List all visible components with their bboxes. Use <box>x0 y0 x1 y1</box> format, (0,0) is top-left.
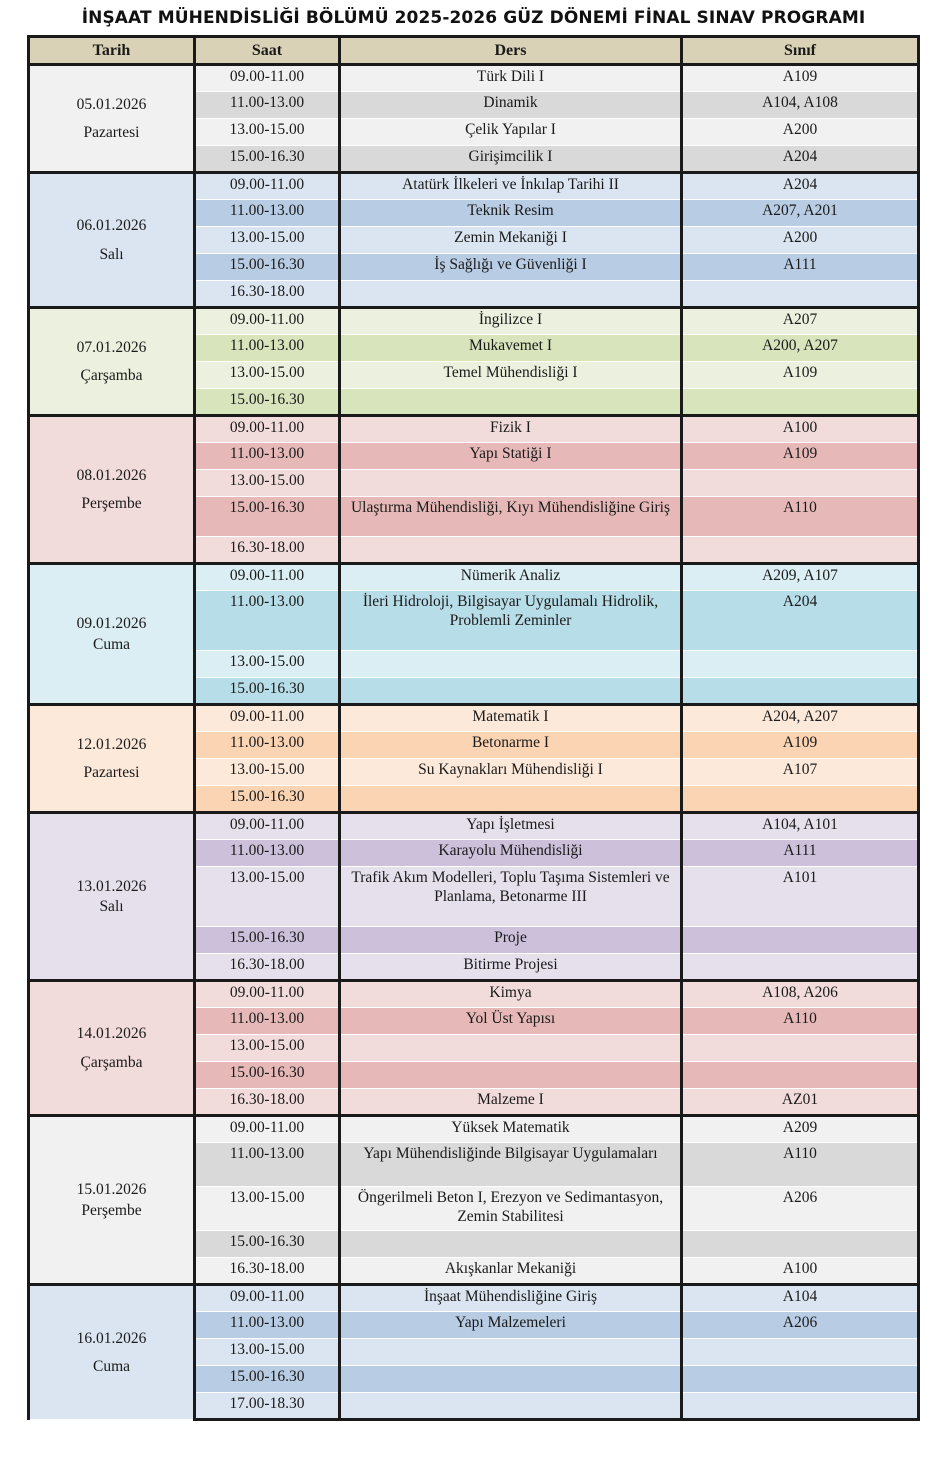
time-cell: 15.00-16.30 <box>195 786 340 813</box>
time-cell: 09.00-11.00 <box>195 1285 340 1312</box>
room-cell: A206 <box>682 1312 919 1339</box>
course-cell <box>340 389 682 416</box>
room-cell: A109 <box>682 732 919 759</box>
room-cell: A200 <box>682 119 919 146</box>
date-cell <box>29 813 195 981</box>
room-cell <box>682 927 919 954</box>
time-cell: 13.00-15.00 <box>195 759 340 786</box>
course-cell: İnşaat Mühendisliğine Giriş <box>340 1285 682 1312</box>
table-row <box>29 65 919 92</box>
table-row <box>29 416 919 443</box>
time-cell: 13.00-15.00 <box>195 867 340 927</box>
room-cell: A104, A101 <box>682 813 919 840</box>
header-date: Tarih <box>29 37 195 65</box>
table-row <box>29 1116 919 1143</box>
time-cell: 11.00-13.00 <box>195 1312 340 1339</box>
time-cell: 09.00-11.00 <box>195 65 340 92</box>
course-cell: İş Sağlığı ve Güvenliği I <box>340 254 682 281</box>
exam-day: Cuma <box>92 1358 131 1375</box>
time-cell: 11.00-13.00 <box>195 1008 340 1035</box>
table-row <box>29 705 919 732</box>
exam-day: Perşembe <box>81 495 142 512</box>
room-cell: A209 <box>682 1116 919 1143</box>
time-cell: 13.00-15.00 <box>195 470 340 497</box>
date-cell <box>29 416 195 564</box>
header-time: Saat <box>195 37 340 65</box>
room-cell <box>682 281 919 308</box>
room-cell <box>682 537 919 564</box>
room-cell: A204 <box>682 591 919 651</box>
exam-date: 14.01.2026 <box>76 1025 147 1043</box>
course-cell: İngilizce I <box>340 308 682 335</box>
exam-day: Cuma <box>92 635 131 653</box>
time-cell: 16.30-18.00 <box>195 281 340 308</box>
time-cell: 16.30-18.00 <box>195 1258 340 1285</box>
time-cell: 15.00-16.30 <box>195 927 340 954</box>
exam-day: Çarşamba <box>80 367 143 384</box>
table-row <box>29 308 919 335</box>
time-cell: 15.00-16.30 <box>195 1231 340 1258</box>
room-cell: A109 <box>682 65 919 92</box>
course-cell: Yüksek Matematik <box>340 1116 682 1143</box>
table-row <box>29 1285 919 1312</box>
room-cell <box>682 470 919 497</box>
exam-date: 06.01.2026 <box>76 217 147 235</box>
time-cell: 15.00-16.30 <box>195 678 340 705</box>
exam-schedule-table <box>27 35 920 1421</box>
course-cell: Bitirme Projesi <box>340 954 682 981</box>
course-cell: Girişimcilik I <box>340 146 682 173</box>
course-cell: Yapı Malzemeleri <box>340 1312 682 1339</box>
course-cell: Fizik I <box>340 416 682 443</box>
exam-date: 16.01.2026 <box>76 1329 147 1347</box>
time-cell: 13.00-15.00 <box>195 1187 340 1231</box>
room-cell: A104 <box>682 1285 919 1312</box>
table-row <box>29 173 919 200</box>
time-cell: 11.00-13.00 <box>195 591 340 651</box>
time-cell: 11.00-13.00 <box>195 840 340 867</box>
room-cell: A111 <box>682 840 919 867</box>
time-cell: 16.30-18.00 <box>195 537 340 564</box>
time-cell: 15.00-16.30 <box>195 1366 340 1393</box>
course-cell: Türk Dili I <box>340 65 682 92</box>
course-cell <box>340 1231 682 1258</box>
exam-day: Pazartesi <box>83 764 140 781</box>
course-cell: Matematik I <box>340 705 682 732</box>
exam-date: 05.01.2026 <box>76 95 147 113</box>
schedule-body <box>29 65 919 1420</box>
course-cell: Karayolu Mühendisliği <box>340 840 682 867</box>
course-cell: Zemin Mekaniği I <box>340 227 682 254</box>
time-cell: 09.00-11.00 <box>195 1116 340 1143</box>
course-cell: Çelik Yapılar I <box>340 119 682 146</box>
course-cell: Nümerik Analiz <box>340 564 682 591</box>
course-cell <box>340 1393 682 1420</box>
time-cell: 11.00-13.00 <box>195 732 340 759</box>
time-cell: 15.00-16.30 <box>195 497 340 537</box>
room-cell <box>682 678 919 705</box>
date-cell <box>29 65 195 173</box>
room-cell <box>682 1062 919 1089</box>
room-cell: A204 <box>682 173 919 200</box>
course-cell: Ulaştırma Mühendisliği, Kıyı Mühendisliğine Giriş <box>340 497 682 537</box>
exam-day: Pazartesi <box>83 124 140 141</box>
exam-date: 09.01.2026 <box>76 615 147 633</box>
room-cell: A204, A207 <box>682 705 919 732</box>
room-cell: A100 <box>682 416 919 443</box>
date-cell <box>29 173 195 308</box>
time-cell: 11.00-13.00 <box>195 335 340 362</box>
course-cell <box>340 651 682 678</box>
room-cell: A200, A207 <box>682 335 919 362</box>
header-course: Ders <box>340 37 682 65</box>
time-cell: 09.00-11.00 <box>195 416 340 443</box>
time-cell: 13.00-15.00 <box>195 1339 340 1366</box>
exam-day: Salı <box>99 898 124 915</box>
course-cell: Temel Mühendisliği I <box>340 362 682 389</box>
course-cell <box>340 470 682 497</box>
time-cell: 11.00-13.00 <box>195 200 340 227</box>
course-cell <box>340 1339 682 1366</box>
course-cell: Öngerilmeli Beton I, Erezyon ve Sedimantasyon, Zemin Stabilitesi <box>340 1187 682 1231</box>
time-cell: 11.00-13.00 <box>195 92 340 119</box>
course-cell: Yol Üst Yapısı <box>340 1008 682 1035</box>
course-cell <box>340 281 682 308</box>
exam-day: Çarşamba <box>80 1053 143 1071</box>
room-cell: A101 <box>682 867 919 927</box>
date-cell <box>29 564 195 705</box>
room-cell: A207 <box>682 308 919 335</box>
table-row <box>29 981 919 1008</box>
date-cell <box>29 981 195 1116</box>
room-cell: A204 <box>682 146 919 173</box>
time-cell: 09.00-11.00 <box>195 564 340 591</box>
time-cell: 11.00-13.00 <box>195 443 340 470</box>
course-cell: Atatürk İlkeleri ve İnkılap Tarihi II <box>340 173 682 200</box>
header-row <box>29 37 919 65</box>
date-cell <box>29 1285 195 1420</box>
course-cell <box>340 1366 682 1393</box>
exam-date: 08.01.2026 <box>76 466 147 484</box>
room-cell <box>682 1035 919 1062</box>
course-cell <box>340 1035 682 1062</box>
course-cell: Betonarme I <box>340 732 682 759</box>
room-cell: A109 <box>682 443 919 470</box>
date-cell <box>29 308 195 416</box>
date-cell <box>29 705 195 813</box>
exam-date: 13.01.2026 <box>76 877 147 895</box>
course-cell <box>340 678 682 705</box>
page-title: İNŞAAT MÜHENDİSLİĞİ BÖLÜMÜ 2025-2026 GÜZ DÖNEMİ FİNAL SINAV PROGRAMI <box>81 8 866 28</box>
time-cell: 09.00-11.00 <box>195 705 340 732</box>
room-cell: A109 <box>682 362 919 389</box>
course-cell: Yapı Mühendisliğinde Bilgisayar Uygulamaları <box>340 1143 682 1187</box>
time-cell: 09.00-11.00 <box>195 813 340 840</box>
room-cell <box>682 786 919 813</box>
date-cell <box>29 1116 195 1285</box>
course-cell: Trafik Akım Modelleri, Toplu Taşıma Sistemleri ve Planlama, Betonarme III <box>340 867 682 927</box>
room-cell: A200 <box>682 227 919 254</box>
time-cell: 16.30-18.00 <box>195 954 340 981</box>
table-row <box>29 564 919 591</box>
room-cell: A111 <box>682 254 919 281</box>
course-cell: Malzeme I <box>340 1089 682 1116</box>
time-cell: 13.00-15.00 <box>195 651 340 678</box>
exam-date: 15.01.2026 <box>76 1181 147 1199</box>
course-cell <box>340 786 682 813</box>
room-cell <box>682 651 919 678</box>
course-cell: Teknik Resim <box>340 200 682 227</box>
room-cell <box>682 954 919 981</box>
time-cell: 13.00-15.00 <box>195 119 340 146</box>
room-cell: A207, A201 <box>682 200 919 227</box>
course-cell: Kimya <box>340 981 682 1008</box>
time-cell: 09.00-11.00 <box>195 173 340 200</box>
room-cell <box>682 1393 919 1420</box>
course-cell <box>340 1062 682 1089</box>
room-cell: A110 <box>682 1143 919 1187</box>
room-cell: A110 <box>682 1008 919 1035</box>
time-cell: 15.00-16.30 <box>195 254 340 281</box>
course-cell: Yapı Statiği I <box>340 443 682 470</box>
time-cell: 17.00-18.30 <box>195 1393 340 1420</box>
room-cell: A104, A108 <box>682 92 919 119</box>
course-cell: Akışkanlar Mekaniği <box>340 1258 682 1285</box>
header-room: Sınıf <box>682 37 919 65</box>
time-cell: 16.30-18.00 <box>195 1089 340 1116</box>
exam-day: Salı <box>99 245 124 263</box>
exam-date: 12.01.2026 <box>76 735 147 753</box>
room-cell: A206 <box>682 1187 919 1231</box>
room-cell <box>682 1366 919 1393</box>
time-cell: 11.00-13.00 <box>195 1143 340 1187</box>
course-cell: İleri Hidroloji, Bilgisayar Uygulamalı Hidrolik, Problemli Zeminler <box>340 591 682 651</box>
time-cell: 09.00-11.00 <box>195 308 340 335</box>
room-cell: A110 <box>682 497 919 537</box>
course-cell: Dinamik <box>340 92 682 119</box>
time-cell: 13.00-15.00 <box>195 362 340 389</box>
room-cell: A209, A107 <box>682 564 919 591</box>
time-cell: 13.00-15.00 <box>195 1035 340 1062</box>
table-row <box>29 813 919 840</box>
room-cell: A100 <box>682 1258 919 1285</box>
exam-date: 07.01.2026 <box>76 338 147 356</box>
room-cell <box>682 1231 919 1258</box>
course-cell <box>340 537 682 564</box>
course-cell: Mukavemet I <box>340 335 682 362</box>
exam-day: Perşembe <box>81 1201 142 1219</box>
room-cell <box>682 389 919 416</box>
time-cell: 09.00-11.00 <box>195 981 340 1008</box>
room-cell: AZ01 <box>682 1089 919 1116</box>
time-cell: 15.00-16.30 <box>195 146 340 173</box>
room-cell: A107 <box>682 759 919 786</box>
time-cell: 13.00-15.00 <box>195 227 340 254</box>
course-cell: Proje <box>340 927 682 954</box>
course-cell: Yapı İşletmesi <box>340 813 682 840</box>
course-cell: Su Kaynakları Mühendisliği I <box>340 759 682 786</box>
room-cell <box>682 1339 919 1366</box>
room-cell: A108, A206 <box>682 981 919 1008</box>
time-cell: 15.00-16.30 <box>195 389 340 416</box>
time-cell: 15.00-16.30 <box>195 1062 340 1089</box>
